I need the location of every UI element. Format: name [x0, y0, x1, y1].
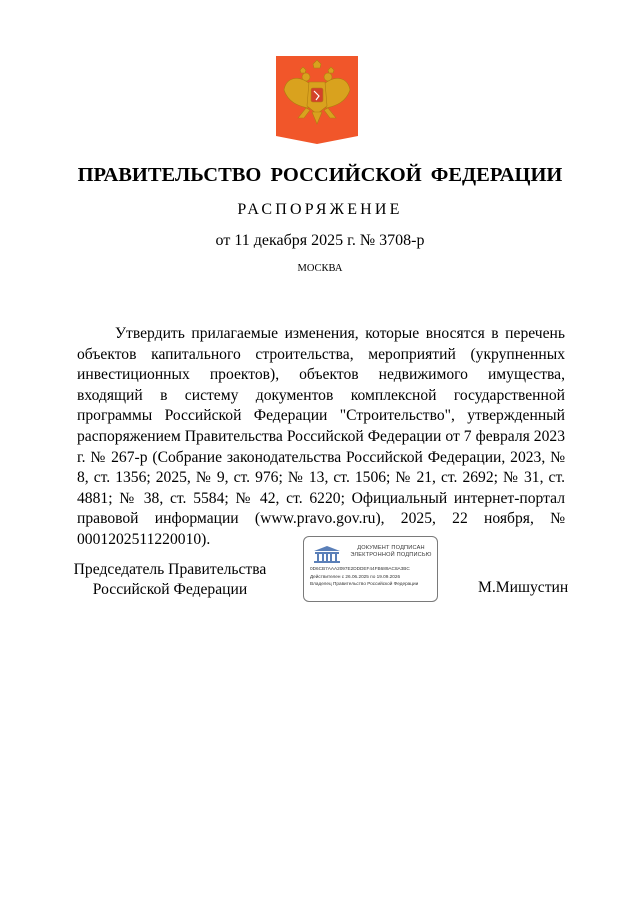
signer-position [70, 560, 270, 599]
stamp-certificate-owner: Владелец Правительство Российской Федерации [310, 581, 419, 586]
stamp-header-line2: ЭЛЕКТРОННОЙ ПОДПИСЬЮ [350, 552, 432, 558]
document-city: МОСКВА [297, 263, 343, 274]
order-body-text: Утвердить прилагаемые изменения, которые вносятся в перечень объектов капитального строительства, мероприятий (укрупненных инвестиционных проектов), объектов недвижимого имущества, входящий в систему документов комплексной государственной программы Российской Федерации "Строительство", утвержденный распоряжением Правительства Российской Федерации от 7 февраля 2023 г. № 267-р (Собрание законодательства Российской Федерации, 2023, № 8, ст. 1356; 2025, № 9, ст. 976; № 13, ст. 1506; № 21, ст. 2692; № 31, ст. 4881; № 38, ст. 5584; № 42, ст. 6220; Официальный интернет-портал правовой информации (www.pravo.gov.ru), 2025, 22 ноября, № 0001202511220010). [77, 325, 565, 548]
stamp-header-line1: ДОКУМЕНТ ПОДПИСАН [357, 545, 425, 551]
signer-position-line1: Председатель Правительства [73, 561, 267, 578]
signer-position-line2: Российской Федерации [92, 580, 248, 598]
stamp-certificate-serial: 0D6CB7AAA2097E2DDDEF44FB689AC8A3BC [310, 566, 410, 571]
government-building-icon [312, 544, 342, 564]
coat-of-arms-icon [276, 56, 358, 144]
signer-name: М.Мишустин [478, 579, 569, 596]
document-type: РАСПОРЯЖЕНИЕ [237, 201, 403, 218]
government-title: ПРАВИТЕЛЬСТВО РОССИЙСКОЙ ФЕДЕРАЦИИ [77, 164, 563, 186]
stamp-header [346, 545, 436, 559]
document-date-number: от 11 декабря 2025 г. № 3708-р [215, 232, 425, 249]
electronic-signature-stamp [303, 536, 438, 602]
coat-of-arms-svg [276, 56, 358, 144]
stamp-validity-period: Действителен с 26.06.2025 по 19.09.2026 [310, 574, 401, 579]
